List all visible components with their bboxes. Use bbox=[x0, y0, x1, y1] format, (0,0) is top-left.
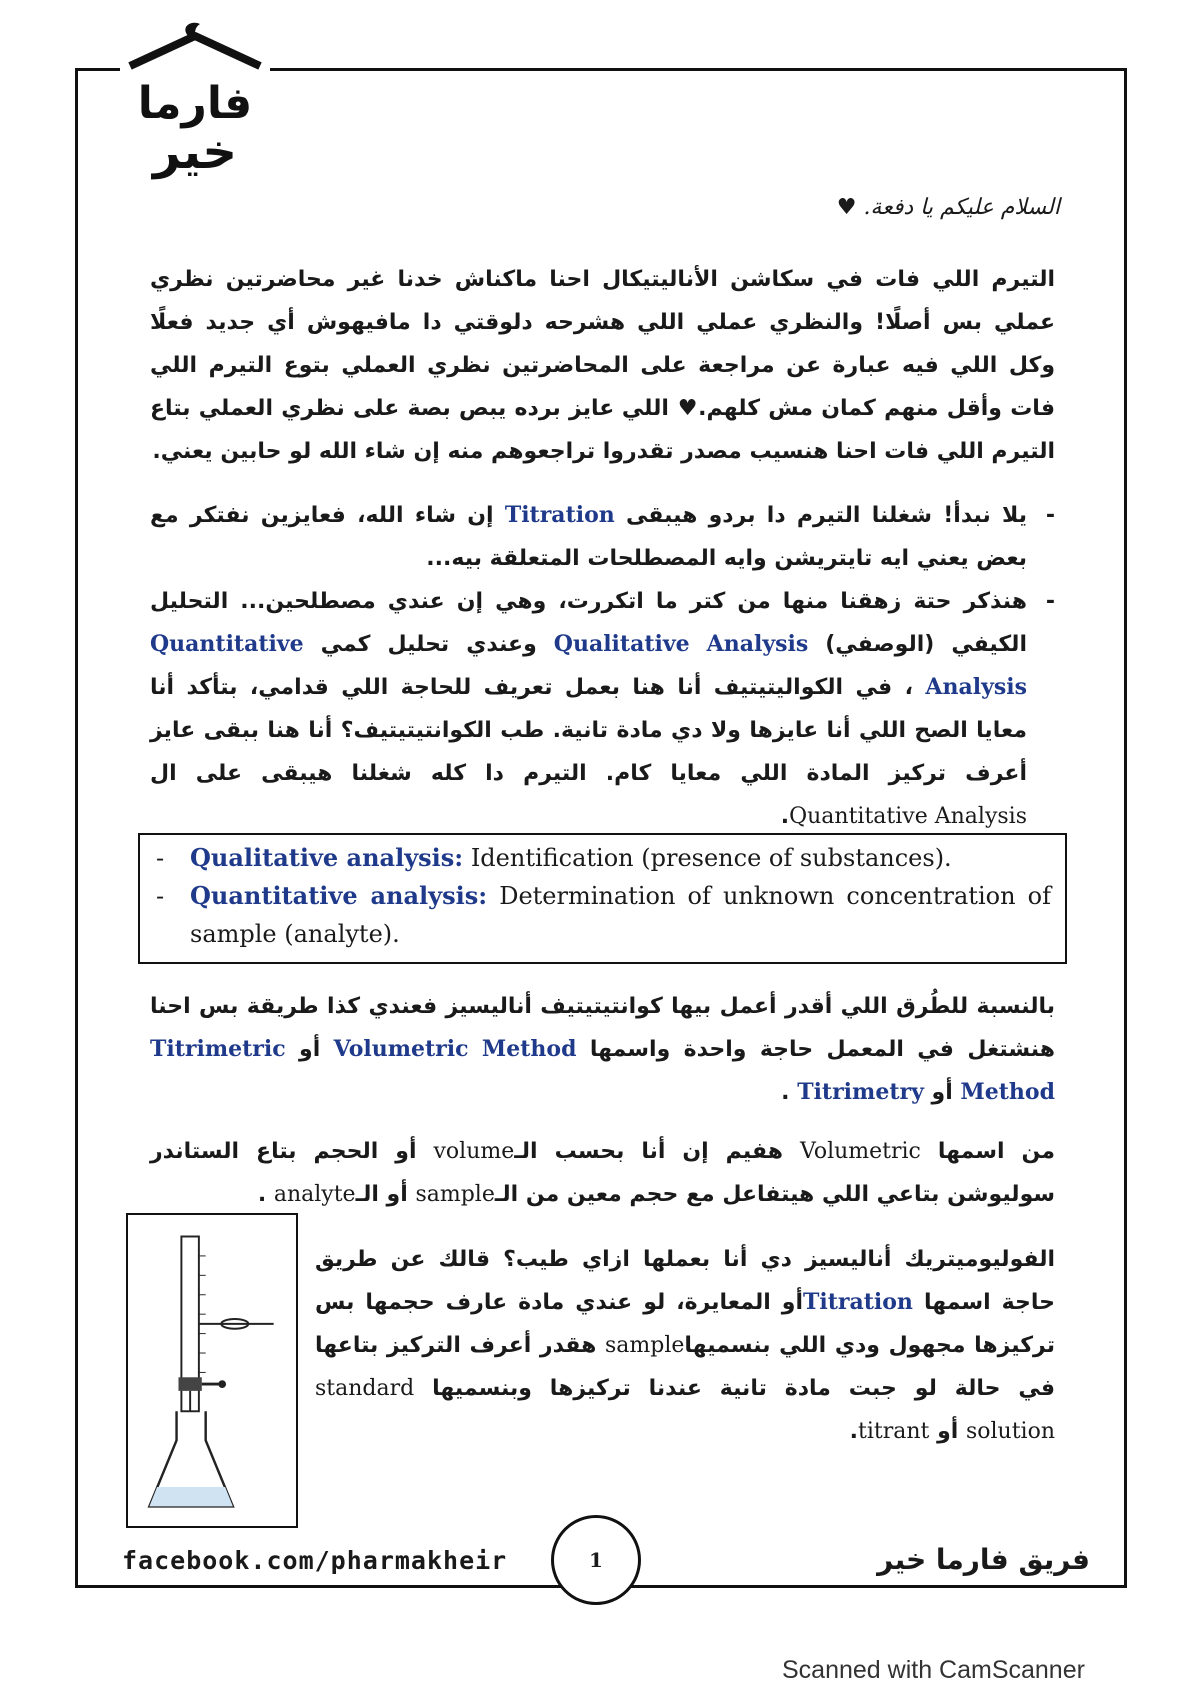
naming-paragraph bbox=[150, 1130, 1055, 1216]
methods-end: . bbox=[781, 1080, 790, 1105]
volumetric-text: هقدر أعرف التركيز بتاعها في حالة لو جبت مادة تانية عندنا تركيزها وبنسميها bbox=[315, 1333, 1055, 1401]
intro-text-1: التيرم اللي فات في سكاشن الأناليتيكال احنا ماكناش خدنا غير محاضرتين نظري عملي بس أصلًا! والنظري عملي اللي هشرحه دلوقتي دا مافيهوش أي جديد فعلًا وكل اللي فيه عبارة عن مراجعة على المحاضرتين نظري العملي بتوع التيرم اللي فات وأقل منهم كمان مش كلهم. bbox=[150, 267, 1055, 421]
intro-paragraph bbox=[150, 258, 1055, 473]
heart-icon: ♥ bbox=[677, 396, 699, 421]
word-sample-2: sample bbox=[605, 1333, 685, 1358]
definition-text: Identification (presence of substances). bbox=[470, 844, 952, 872]
word-titrant: titrant bbox=[858, 1419, 930, 1444]
definition-term: Qualitative analysis: bbox=[190, 843, 464, 872]
page-number: 1 bbox=[551, 1515, 641, 1605]
word-standard-solution: standard solution bbox=[315, 1376, 1055, 1444]
logo-text-2: خير bbox=[152, 124, 238, 180]
word-volumetric: Volumetric bbox=[799, 1139, 921, 1164]
word-analyte: analyte bbox=[273, 1182, 356, 1207]
volumetric-paragraph bbox=[315, 1238, 1055, 1453]
naming-end: . bbox=[257, 1182, 267, 1207]
scanner-watermark: Scanned with CamScanner bbox=[782, 1656, 1085, 1684]
bullet2-part1: هنذكر حتة زهقنا منها من كتر ما اتكررت، وهي إن عندي مصطلحين... التحليل الكيفي (الوصفي) bbox=[150, 589, 1027, 657]
logo-text-1: فارما bbox=[137, 78, 253, 129]
bullet1-post: إن شاء الله، فعايزين نفتكر مع بعض يعني ايه تايتريشن وايه المصطلحات المتعلقة بيه... bbox=[150, 503, 1027, 571]
definition-term: Quantitative analysis: bbox=[190, 881, 488, 910]
naming-text: أو الحجم بتاع الستاندر سوليوشن بتاعي اللي هيتفاعل مع حجم معين من الـ bbox=[150, 1139, 1055, 1207]
burette-flask-icon bbox=[128, 1215, 295, 1525]
greeting-text: السلام عليكم يا دفعة. bbox=[863, 195, 1060, 220]
term-qualitative: Qualitative Analysis bbox=[553, 631, 809, 657]
bullet1-pre: يلا نبدأ! شغلنا التيرم دا بردو هيبقى bbox=[626, 503, 1027, 528]
logo-graphic bbox=[120, 18, 270, 188]
definition-qualitative bbox=[154, 839, 1051, 877]
bullet2-end: . bbox=[780, 804, 790, 829]
intro-text-2: اللي عايز برده يبص بصة على نظري العملي بتاع التيرم اللي فات احنا هنسيب مصدر تقدروا تراجعوهم منه إن شاء الله لو حابين يعني. bbox=[150, 396, 1055, 464]
term-titrimetric-method: Titrimetric Method bbox=[150, 1036, 1055, 1105]
bullet2-part3: ، في الكواليتيتيف أنا هنا بعمل تعريف للحاجة اللي قدامي، بتأكد أنا معايا الصح اللي أنا عايزها ولا دي مادة تانية. طب الكوانتيتيتيف؟ أنا هنا ببقى عايز أعرف تركيز المادة اللي معايا كام. التيرم دا كله شغلنا هيبقى على ال bbox=[150, 675, 1027, 786]
greeting bbox=[837, 195, 1060, 220]
bullet-analysis-types bbox=[150, 580, 1055, 838]
burette-illustration bbox=[126, 1213, 298, 1528]
term-titrimetry: Titrimetry bbox=[797, 1079, 924, 1105]
naming-text: من اسمها bbox=[937, 1139, 1055, 1164]
term-quantitative-plain: Quantitative Analysis bbox=[789, 804, 1027, 829]
logo bbox=[120, 18, 270, 188]
volumetric-text: أو المعايرة، لو عندي مادة عارف حجمها بس تركيزها مجهول ودي اللي بنسميها bbox=[315, 1290, 1055, 1358]
bullet-titration bbox=[150, 494, 1055, 580]
definition-text: Determination of unknown concentration of sample (analyte). bbox=[190, 882, 1051, 948]
term-volumetric-method: Volumetric Method bbox=[333, 1036, 577, 1062]
bullet2-part2: وعندي تحليل كمي bbox=[320, 632, 537, 657]
definitions-box bbox=[138, 833, 1067, 964]
term-titration: Titration bbox=[504, 502, 615, 528]
volumetric-text: الفوليوميتريك أناليسيز دي أنا بعملها ازاي طيب؟ قالك عن طريق حاجة اسمها bbox=[315, 1247, 1055, 1315]
naming-text: أو الـ bbox=[355, 1182, 408, 1207]
word-sample: sample bbox=[415, 1182, 495, 1207]
team-name: فريق فارما خير bbox=[877, 1543, 1090, 1576]
facebook-link[interactable]: facebook.com/pharmakheir bbox=[122, 1546, 508, 1575]
bullet-list bbox=[150, 494, 1055, 838]
methods-or: أو bbox=[931, 1080, 953, 1105]
term-quantitative: Quantitative Analysis bbox=[150, 631, 1027, 700]
volumetric-text: أو bbox=[937, 1419, 959, 1444]
heart-icon: ♥ bbox=[836, 195, 857, 220]
word-volume: volume bbox=[433, 1139, 515, 1164]
volumetric-end: . bbox=[849, 1419, 859, 1444]
methods-text: بالنسبة للطُرق اللي أقدر أعمل بيها كوانتيتيتيف أناليسيز فعندي كذا طريقة بس احنا هنشتغل في المعمل حاجة واحدة واسمها bbox=[150, 994, 1055, 1062]
naming-text: هفيم إن أنا بحسب الـ bbox=[514, 1139, 783, 1164]
methods-or: أو bbox=[299, 1037, 321, 1062]
methods-paragraph bbox=[150, 985, 1055, 1114]
definition-quantitative bbox=[154, 877, 1051, 953]
term-titration-2: Titration bbox=[803, 1289, 913, 1315]
